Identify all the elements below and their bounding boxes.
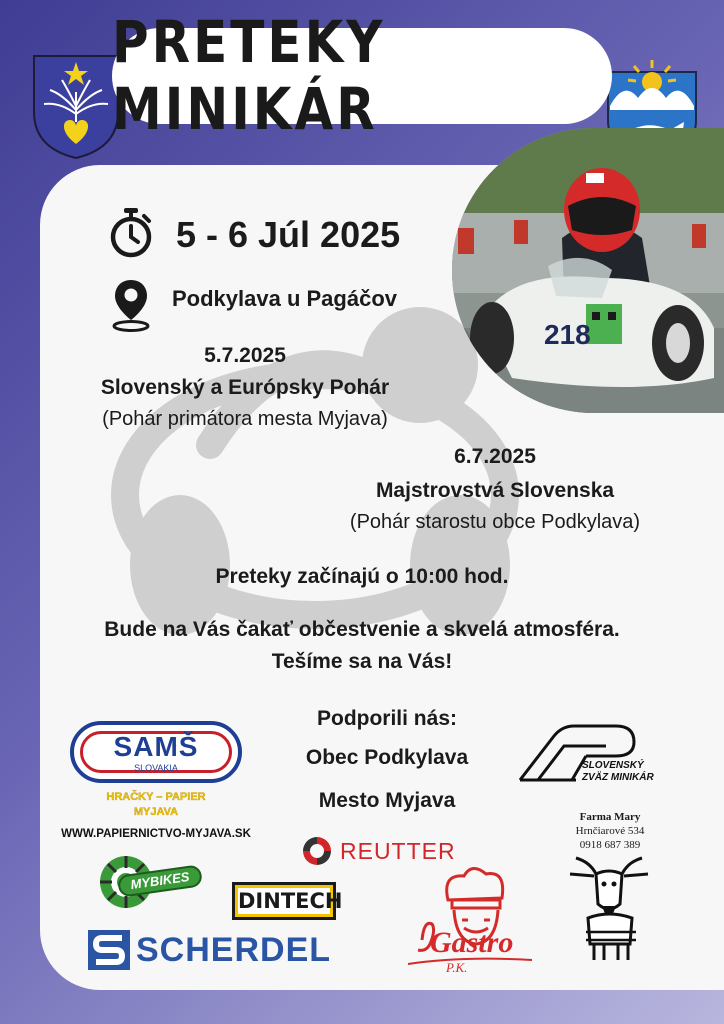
goat-logo <box>566 852 652 964</box>
sponsor-mesto-myjava: Mesto Myjava <box>318 789 456 812</box>
day2-race-name: Majstrovstvá Slovenska <box>375 479 615 502</box>
stopwatch-icon <box>106 206 156 258</box>
sams-website: WWW.PAPIERNICTVO-MYJAVA.SK <box>61 828 251 840</box>
mybikes-logo <box>96 852 202 912</box>
farm-name: Farma Mary <box>579 811 641 823</box>
sponsors-heading: Podporili nás: <box>316 707 457 730</box>
reutter-symbol-icon <box>300 834 334 868</box>
sams-tagline-2: MYJAVA <box>133 806 179 818</box>
event-dates: 5 - 6 Júl 2025 <box>176 214 401 255</box>
day2-cup: (Pohár starostu obce Podkylava) <box>349 511 641 533</box>
day1-race-name: Slovenský a Európsky Pohár <box>100 376 390 399</box>
sams-name: SAMŠ <box>113 731 199 762</box>
scherdel-logo <box>88 930 348 970</box>
gastro-sub: P.K. <box>446 960 468 975</box>
dintech-logo <box>232 882 343 920</box>
dintech-name: DINTECH <box>238 889 343 913</box>
farm-address: Hrnčiarové 534 <box>575 825 645 837</box>
mybikes-name: MYBIKES <box>117 864 203 897</box>
chef-icon <box>402 860 542 980</box>
start-time: Preteky začínajú o 10:00 hod. <box>215 565 509 588</box>
sponsor-obec-podkylava: Obec Podkylava <box>305 746 469 769</box>
day1-cup: (Pohár primátora mesta Myjava) <box>102 408 388 430</box>
event-location: Podkylava u Pagáčov <box>172 286 397 311</box>
sams-logo <box>70 721 242 783</box>
event-title: PRETEKY MINIKÁR <box>112 9 386 143</box>
podkylava-coat-of-arms <box>30 52 122 160</box>
scherdel-symbol-icon <box>88 930 130 970</box>
reutter-name: REUTTER <box>340 838 456 864</box>
invitation-line-2: Tešíme sa na Vás! <box>271 650 453 673</box>
day1-date: 5.7.2025 <box>204 344 286 367</box>
gastro-name: Gastro <box>430 926 514 959</box>
title-banner <box>112 9 612 143</box>
gastro-pk-logo <box>402 860 542 980</box>
invitation-line-1: Bude na Vás čakať občestvenie a skvelá atmosféra. <box>104 618 620 641</box>
scherdel-name: SCHERDEL <box>136 931 332 969</box>
szm-line-1: SLOVENSKÝ <box>582 760 644 771</box>
kart-number: 218 <box>544 319 591 350</box>
map-pin-icon <box>110 276 152 332</box>
sams-tagline-1: HRAČKY – PAPIER <box>106 791 206 803</box>
sams-sub: SLOVAKIA <box>134 763 178 773</box>
szm-logo <box>516 716 676 788</box>
szm-line-2: ZVÄZ MINIKÁR <box>582 772 654 783</box>
farm-phone: 0918 687 389 <box>579 839 641 851</box>
day2-date: 6.7.2025 <box>454 445 536 468</box>
